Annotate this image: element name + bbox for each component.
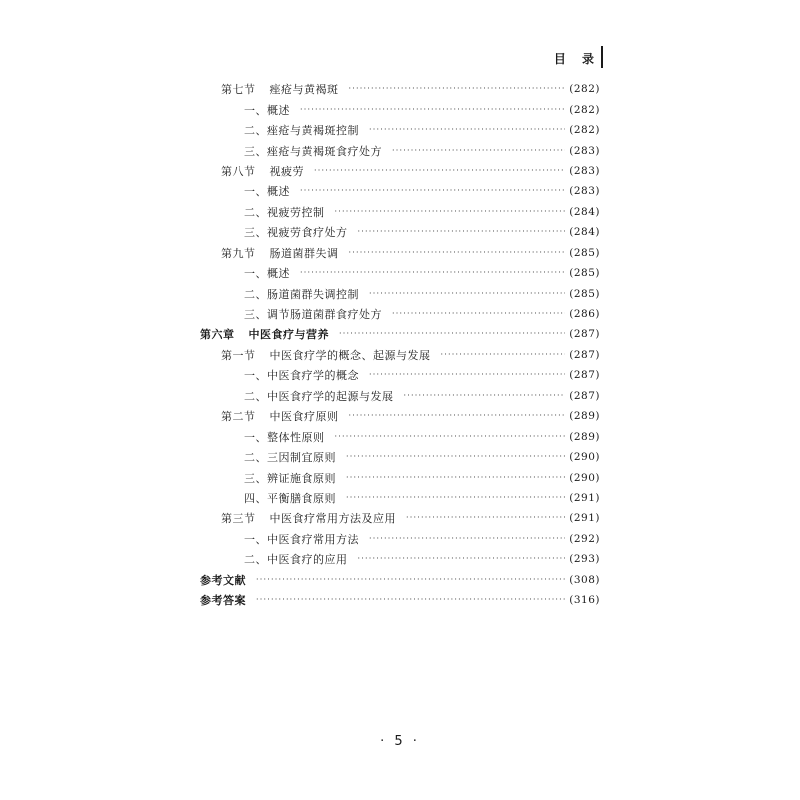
toc-entry[interactable]: [0, 181, 600, 201]
toc-entry-title: 一、中医食疗常用方法: [244, 532, 359, 546]
toc-dot-leader: [369, 124, 565, 136]
toc-entry-page: (287): [569, 328, 600, 341]
toc-dot-leader: [369, 369, 565, 381]
toc-entry-number: 第三节: [221, 512, 256, 526]
toc-entry-page: (290): [569, 451, 600, 464]
toc-entry-label: [221, 163, 304, 179]
toc-entry-page: (282): [569, 103, 600, 116]
toc-entry-page: (282): [569, 124, 600, 137]
toc-entry-label: [244, 551, 348, 567]
toc-entry-title: 二、三因制宜原则: [244, 451, 336, 465]
toc-entry-label: [221, 347, 431, 363]
toc-entry-label: [244, 367, 359, 383]
toc-dot-leader: [346, 451, 565, 463]
toc-entry-page: (293): [569, 553, 600, 566]
toc-entry-page: (285): [569, 287, 600, 300]
toc-entry-label: [244, 531, 359, 547]
toc-dot-leader: [392, 145, 565, 157]
toc-entry-label: [244, 388, 394, 404]
toc-entry[interactable]: [0, 283, 600, 303]
toc-entry[interactable]: [0, 161, 600, 181]
toc-dot-leader: [349, 247, 566, 259]
toc-entry-page: (291): [569, 512, 600, 525]
toc-dot-leader: [256, 594, 565, 606]
toc-dot-leader: [358, 553, 566, 565]
toc-entry[interactable]: [0, 447, 600, 467]
toc-entry-title: 一、概述: [244, 103, 290, 117]
toc-entry-page: (287): [569, 369, 600, 382]
toc-entry-title: 中医食疗常用方法及应用: [269, 512, 396, 526]
toc-dot-leader: [314, 165, 565, 177]
toc-entry-label: [221, 408, 339, 424]
toc-dot-leader: [406, 512, 565, 524]
toc-entry-title: 三、辨证施食原则: [244, 471, 336, 485]
table-of-contents: [0, 79, 800, 610]
toc-entry[interactable]: [0, 365, 600, 385]
toc-dot-leader: [346, 472, 565, 484]
toc-entry-number: 第二节: [221, 410, 256, 424]
toc-dot-leader: [369, 288, 565, 300]
toc-entry-page: (308): [569, 573, 600, 586]
toc-entry[interactable]: [0, 508, 600, 528]
toc-entry-number: 第七节: [221, 83, 256, 97]
toc-entry[interactable]: [0, 304, 600, 324]
toc-entry[interactable]: [0, 549, 600, 569]
toc-entry-label: [244, 204, 325, 220]
toc-entry-label: [244, 143, 382, 159]
toc-entry[interactable]: [0, 202, 600, 222]
toc-entry-title: 中医食疗学的概念、起源与发展: [269, 348, 431, 362]
toc-dot-leader: [256, 574, 565, 586]
toc-entry-title: 一、概述: [244, 267, 290, 281]
toc-entry-label: [221, 245, 339, 261]
toc-entry-title: 中医食疗原则: [269, 410, 339, 424]
toc-entry-label: [244, 265, 290, 281]
toc-entry[interactable]: [0, 570, 600, 590]
toc-entry[interactable]: [0, 99, 600, 119]
toc-dot-leader: [300, 267, 565, 279]
toc-entry-page: (287): [569, 389, 600, 402]
toc-dot-leader: [349, 410, 566, 422]
toc-entry-page: (290): [569, 471, 600, 484]
toc-entry-label: [244, 286, 359, 302]
toc-entry[interactable]: [0, 140, 600, 160]
toc-entry-page: (283): [569, 144, 600, 157]
toc-dot-leader: [300, 104, 565, 116]
toc-entry-title: 参考答案: [200, 594, 246, 608]
toc-entry[interactable]: [0, 590, 600, 610]
toc-entry[interactable]: [0, 324, 600, 344]
toc-dot-leader: [349, 83, 566, 95]
toc-entry-page: (284): [569, 226, 600, 239]
toc-entry-page: (289): [569, 430, 600, 443]
toc-entry[interactable]: [0, 529, 600, 549]
toc-entry[interactable]: [0, 79, 600, 99]
toc-entry-number: 第八节: [221, 164, 256, 178]
toc-entry-label: [244, 470, 336, 486]
toc-entry-label: [244, 306, 382, 322]
toc-entry-page: (287): [569, 348, 600, 361]
toc-entry-page: (283): [569, 164, 600, 177]
toc-entry-title: 一、整体性原则: [244, 430, 325, 444]
toc-entry[interactable]: [0, 243, 600, 263]
toc-entry-label: [244, 490, 336, 506]
toc-dot-leader: [335, 431, 566, 443]
toc-dot-leader: [335, 206, 566, 218]
toc-entry-page: (285): [569, 246, 600, 259]
toc-entry-page: (291): [569, 491, 600, 504]
toc-dot-leader: [339, 328, 565, 340]
toc-entry-label: [244, 449, 336, 465]
toc-entry-page: (286): [569, 308, 600, 321]
header-title: 目 录: [553, 52, 600, 66]
toc-entry-label: [244, 122, 359, 138]
toc-entry-title: 二、中医食疗的应用: [244, 553, 348, 567]
toc-dot-leader: [369, 533, 565, 545]
header-rule: [601, 46, 603, 68]
toc-entry[interactable]: [0, 345, 600, 365]
toc-entry-title: 参考文献: [200, 573, 246, 587]
toc-dot-leader: [392, 308, 565, 320]
toc-entry-title: 一、概述: [244, 185, 290, 199]
toc-entry[interactable]: [0, 467, 600, 487]
toc-entry-label: [244, 224, 348, 240]
toc-entry-page: (283): [569, 185, 600, 198]
toc-entry-page: (284): [569, 205, 600, 218]
toc-entry-label: [200, 572, 246, 588]
toc-entry-title: 肠道菌群失调: [269, 246, 339, 260]
toc-dot-leader: [346, 492, 565, 504]
toc-entry-label: [244, 183, 290, 199]
toc-entry-number: 第九节: [221, 246, 256, 260]
toc-entry-title: 二、肠道菌群失调控制: [244, 287, 359, 301]
toc-entry-title: 三、痤疮与黄褐斑食疗处方: [244, 144, 382, 158]
page-number: · 5 ·: [380, 734, 420, 749]
toc-entry-title: 二、中医食疗学的起源与发展: [244, 389, 394, 403]
toc-entry[interactable]: [0, 406, 600, 426]
toc-dot-leader: [300, 185, 565, 197]
toc-entry[interactable]: [0, 426, 600, 446]
toc-entry-number: 第一节: [221, 348, 256, 362]
toc-entry-page: (316): [569, 594, 600, 607]
toc-entry[interactable]: [0, 263, 600, 283]
toc-dot-leader: [404, 390, 566, 402]
running-header: [0, 50, 800, 70]
toc-dot-leader: [358, 226, 566, 238]
toc-entry-title: 三、调节肠道菌群食疗处方: [244, 308, 382, 322]
toc-entry-title: 三、视疲劳食疗处方: [244, 226, 348, 240]
toc-entry-title: 四、平衡膳食原则: [244, 491, 336, 505]
toc-entry-page: (282): [569, 83, 600, 96]
toc-entry-label: [244, 102, 290, 118]
toc-entry[interactable]: [0, 386, 600, 406]
toc-entry-title: 二、痤疮与黄褐斑控制: [244, 124, 359, 138]
toc-entry[interactable]: [0, 222, 600, 242]
toc-entry-page: (285): [569, 267, 600, 280]
toc-entry-title: 一、中医食疗学的概念: [244, 369, 359, 383]
toc-entry-page: (292): [569, 532, 600, 545]
toc-entry-title: 视疲劳: [269, 164, 304, 178]
toc-entry-title: 痤疮与黄褐斑: [269, 83, 339, 97]
toc-entry[interactable]: [0, 120, 600, 140]
toc-entry-title: 二、视疲劳控制: [244, 205, 325, 219]
toc-entry[interactable]: [0, 488, 600, 508]
toc-entry-page: (289): [569, 410, 600, 423]
toc-entry-label: [221, 81, 339, 97]
toc-entry-title: 中医食疗与营养: [248, 328, 329, 342]
toc-entry-label: [200, 326, 329, 342]
toc-entry-label: [244, 429, 325, 445]
toc-dot-leader: [441, 349, 566, 361]
toc-entry-label: [221, 510, 396, 526]
toc-entry-label: [200, 592, 246, 608]
toc-entry-number: 第六章: [200, 328, 235, 342]
